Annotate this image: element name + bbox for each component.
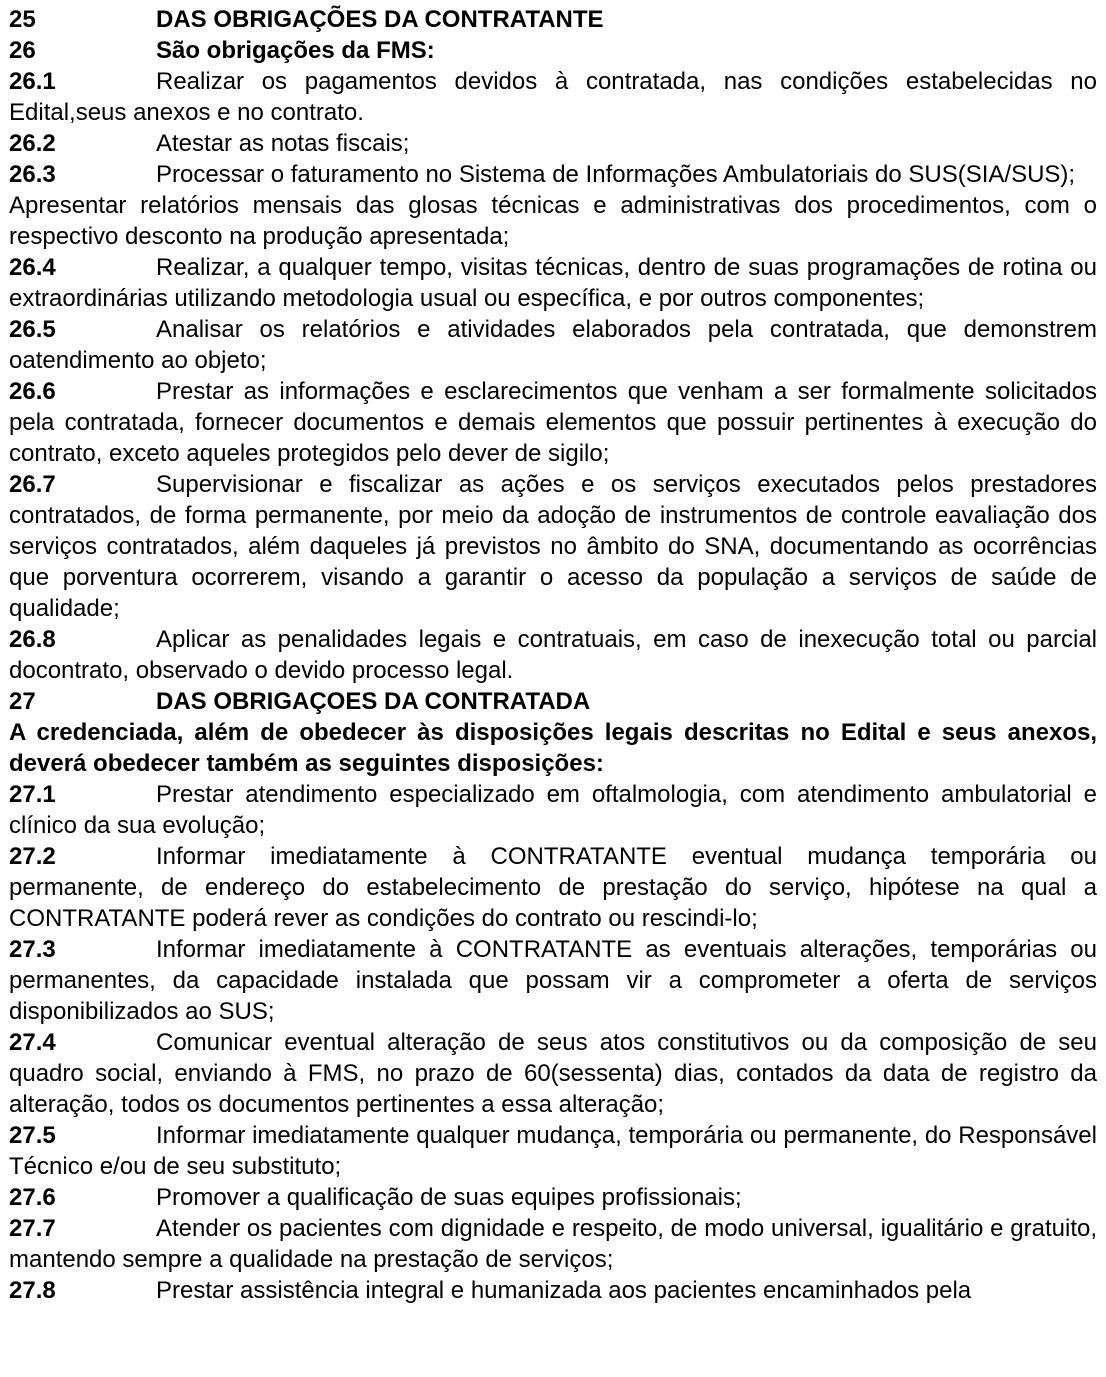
- clause-26-8: [9, 624, 1097, 686]
- clause-text: Prestar assistência integral e humanizada aos pacientes encaminhados pela: [156, 1277, 972, 1304]
- clause-number: 27.1: [9, 781, 56, 808]
- section-heading-25: [9, 4, 1097, 35]
- clause-text: Aplicar as penalidades legais e contratuais, em caso de inexecução total ou parcial docontrato, observado o devido processo legal.: [9, 626, 1097, 684]
- section-title: DAS OBRIGAÇOES DA CONTRATADA: [156, 688, 591, 715]
- clause-text: Analisar os relatórios e atividades elaborados pela contratada, que demonstrem oatendimento ao objeto;: [9, 316, 1097, 374]
- clause-26-2: [9, 128, 1097, 159]
- clause-number: 27.7: [9, 1215, 56, 1242]
- clause-text: Supervisionar e fiscalizar as ações e os serviços executados pelos prestadores contratados, de forma permanente, por meio da adoção de instrumentos de controle eavaliação dos serviços contratados, além daqueles já previstos no âmbito do SNA, documentando as ocorrências que porventura ocorrerem, visando a garantir o acesso da população a serviços de saúde de qualidade;: [9, 471, 1097, 622]
- section-number: 27: [9, 688, 36, 715]
- clause-26-7: [9, 469, 1097, 624]
- clause-text: Prestar as informações e esclarecimentos que venham a ser formalmente solicitados pela contratada, fornecer documentos e demais elementos que possuir pertinentes à execução do contrato, exceto aqueles protegidos pelo dever de sigilo;: [9, 378, 1097, 467]
- clause-27-2: [9, 841, 1097, 934]
- clause-text: Prestar atendimento especializado em oftalmologia, com atendimento ambulatorial e clínico da sua evolução;: [9, 781, 1097, 839]
- clause-number: 26.1: [9, 68, 56, 95]
- clause-26-1: [9, 66, 1097, 128]
- intro-credenciada: [9, 717, 1097, 779]
- clause-number: 27.3: [9, 936, 56, 963]
- clause-27-7: [9, 1213, 1097, 1275]
- clause-text: Comunicar eventual alteração de seus atos constitutivos ou da composição de seu quadro social, enviando à FMS, no prazo de 60(sessenta) dias, contados da data de registro da alteração, todos os documentos pertinentes a essa alteração;: [9, 1029, 1097, 1118]
- clause-text: Promover a qualificação de suas equipes profissionais;: [156, 1184, 742, 1211]
- clause-number: 27.6: [9, 1184, 56, 1211]
- clause-27-5: [9, 1120, 1097, 1182]
- paragraph-relatorios: [9, 190, 1097, 252]
- clause-number: 26.5: [9, 316, 56, 343]
- clause-number: 26.6: [9, 378, 56, 405]
- clause-number: 27.8: [9, 1277, 56, 1304]
- clause-number: 27.4: [9, 1029, 56, 1056]
- clause-number: 26.7: [9, 471, 56, 498]
- clause-number: 26.8: [9, 626, 56, 653]
- section-number: 26: [9, 37, 36, 64]
- clause-text: Informar imediatamente à CONTRATANTE eventual mudança temporária ou permanente, de endereço do estabelecimento de prestação do serviço, hipótese na qual a CONTRATANTE poderá rever as condições do contrato ou rescindi-lo;: [9, 843, 1097, 932]
- section-heading-26: [9, 35, 1097, 66]
- clause-text: Atender os pacientes com dignidade e respeito, de modo universal, igualitário e gratuito, mantendo sempre a qualidade na prestação de serviços;: [9, 1215, 1097, 1273]
- clause-number: 27.5: [9, 1122, 56, 1149]
- section-heading-27: [9, 686, 1097, 717]
- clause-27-1: [9, 779, 1097, 841]
- section-title: DAS OBRIGAÇÕES DA CONTRATANTE: [156, 6, 604, 33]
- clause-text: Realizar os pagamentos devidos à contratada, nas condições estabelecidas no Edital,seus anexos e no contrato.: [9, 68, 1097, 126]
- clause-text: Informar imediatamente qualquer mudança, temporária ou permanente, do Responsável Técnico e/ou de seu substituto;: [9, 1122, 1097, 1180]
- clause-26-3: [9, 159, 1097, 190]
- intro-text: A credenciada, além de obedecer às disposições legais descritas no Edital e seus anexos, deverá obedecer também as seguintes disposições:: [9, 719, 1097, 777]
- clause-26-6: [9, 376, 1097, 469]
- clause-number: 26.2: [9, 130, 56, 157]
- clause-26-5: [9, 314, 1097, 376]
- clause-number: 27.2: [9, 843, 56, 870]
- section-number: 25: [9, 6, 36, 33]
- clause-27-4: [9, 1027, 1097, 1120]
- clause-text: Processar o faturamento no Sistema de Informações Ambulatoriais do SUS(SIA/SUS);: [156, 161, 1076, 188]
- document-page: [9, 4, 1097, 1306]
- clause-text: Realizar, a qualquer tempo, visitas técnicas, dentro de suas programações de rotina ou extraordinárias utilizando metodologia usual ou específica, e por outros componentes;: [9, 254, 1097, 312]
- clause-number: 26.3: [9, 161, 56, 188]
- clause-26-4: [9, 252, 1097, 314]
- clause-27-6: [9, 1182, 1097, 1213]
- clause-number: 26.4: [9, 254, 56, 281]
- clause-text: Informar imediatamente à CONTRATANTE as eventuais alterações, temporárias ou permanentes, da capacidade instalada que possam vir a comprometer a oferta de serviços disponibilizados ao SUS;: [9, 936, 1097, 1025]
- clause-27-8: [9, 1275, 1097, 1306]
- clause-27-3: [9, 934, 1097, 1027]
- clause-text: Atestar as notas fiscais;: [156, 130, 410, 157]
- paragraph-text: Apresentar relatórios mensais das glosas técnicas e administrativas dos procedimentos, com o respectivo desconto na produção apresentada;: [9, 192, 1097, 250]
- section-title: São obrigações da FMS:: [156, 37, 435, 64]
